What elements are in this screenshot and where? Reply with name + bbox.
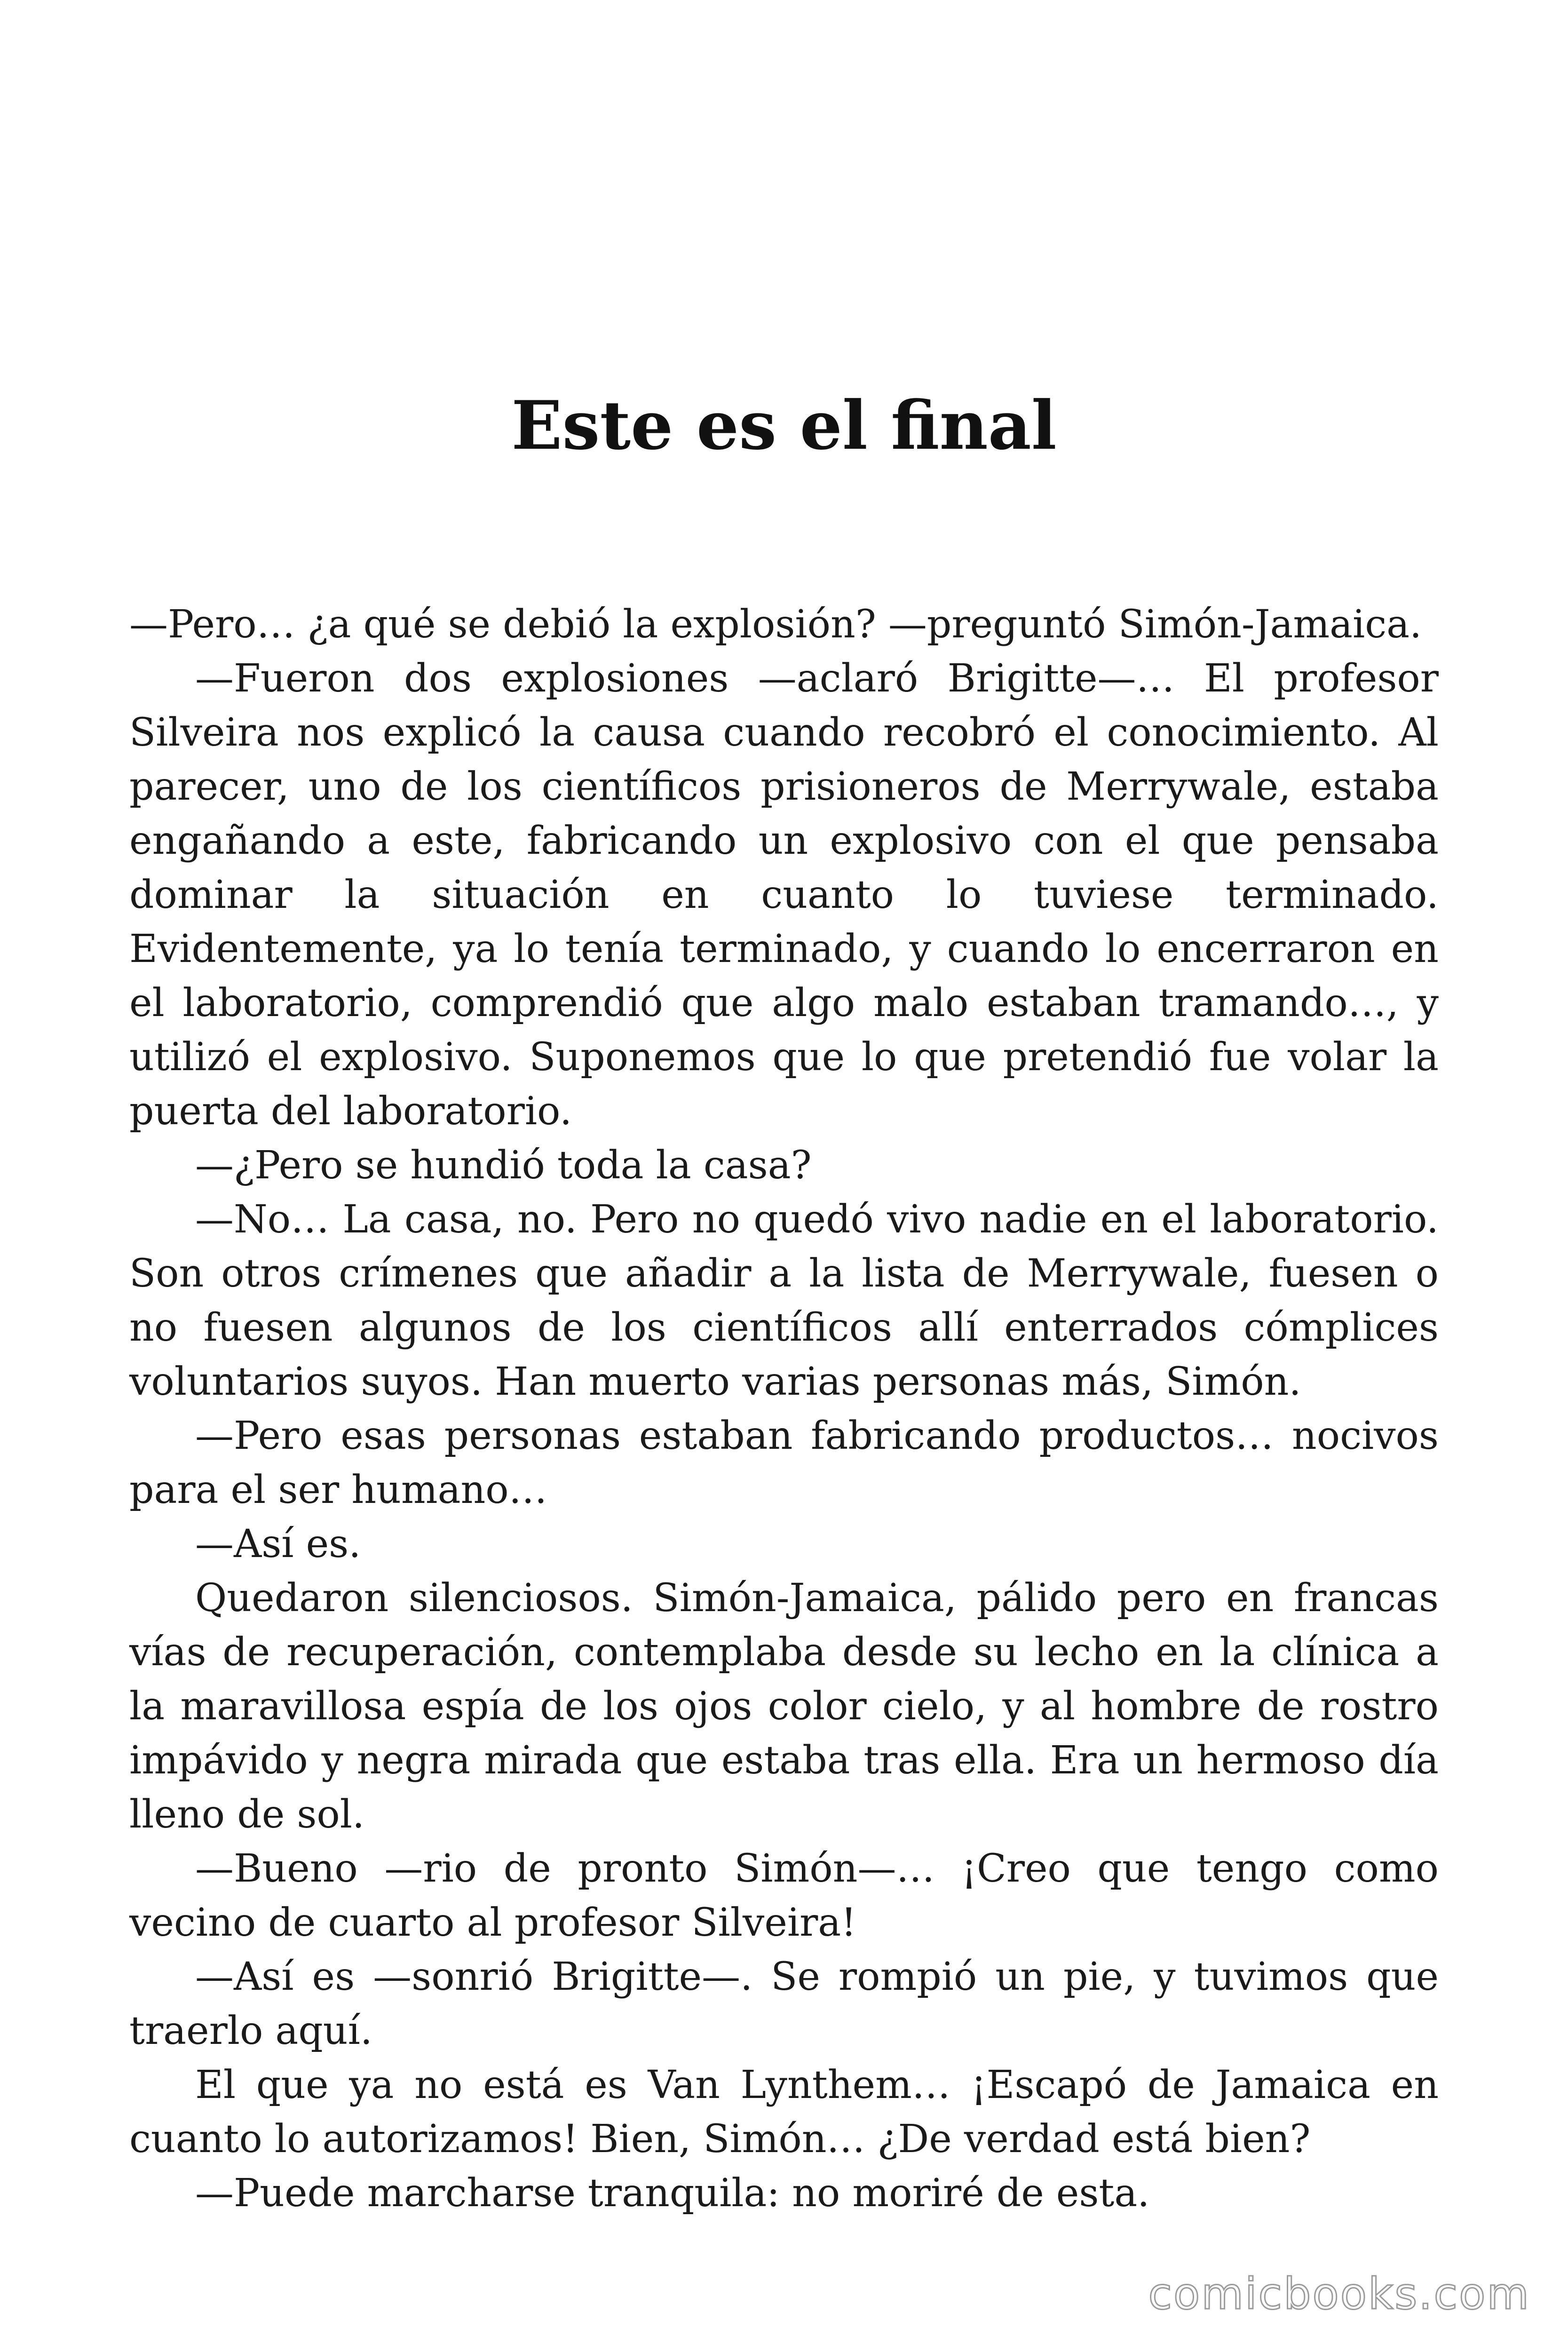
paragraph: —Pero… ¿a qué se debió la explosión? —preguntó Simón-Jamaica. bbox=[129, 602, 1422, 647]
paragraph: —Bueno —rio de pronto Simón—… ¡Creo que tengo como vecino de cuarto al profesor Silveira! bbox=[129, 1846, 1439, 1945]
paragraph: —Así es —sonrió Brigitte—. Se rompió un pie, y tuvimos que traerlo aquí. bbox=[129, 1955, 1439, 2053]
watermark: comicbooks.com bbox=[1148, 2269, 1530, 2319]
chapter-body bbox=[129, 597, 1439, 2220]
chapter-title: Este es el final bbox=[511, 387, 1057, 465]
paragraph: Quedaron silenciosos. Simón-Jamaica, pálido pero en francas vías de recuperación, contemplaba desde su lecho en la clínica a la maravillosa espía de los ojos color cielo, y al hombre de rostro impávido y negra mirada que estaba tras ella. Era un hermoso día lleno de sol. bbox=[129, 1576, 1439, 1837]
paragraph: —Pero esas personas estaban fabricando productos… nocivos para el ser humano… bbox=[129, 1414, 1439, 1512]
paragraph: —Fueron dos explosiones —aclaró Brigitte—… El profesor Silveira nos explicó la causa cuando recobró el conocimiento. Al parecer, uno de los científicos prisioneros de Merrywale, estaba engañando a este, fabricando un explosivo con el que pensaba dominar la situación en cuanto lo tuviese terminado. Evidentemente, ya lo tenía terminado, y cuando lo encerraron en el laboratorio, comprendió que algo malo estaban tramando…, y utilizó el explosivo. Suponemos que lo que pretendió fue volar la puerta del laboratorio. bbox=[129, 656, 1439, 1134]
paragraph: —Así es. bbox=[195, 1522, 361, 1566]
paragraph: —¿Pero se hundió toda la casa? bbox=[195, 1143, 812, 1188]
paragraph: —Puede marcharse tranquila: no moriré de esta. bbox=[195, 2171, 1150, 2216]
paragraph: El que ya no está es Van Lynthem… ¡Escapó de Jamaica en cuanto lo autorizamos! Bien, Simón… ¿De verdad está bien? bbox=[129, 2063, 1439, 2161]
paragraph: —No… La casa, no. Pero no quedó vivo nadie en el laboratorio. Son otros crímenes que añadir a la lista de Merrywale, fuesen o no fuesen algunos de los científicos allí enterrados cómplices voluntarios suyos. Han muerto varias personas más, Simón. bbox=[129, 1197, 1439, 1404]
